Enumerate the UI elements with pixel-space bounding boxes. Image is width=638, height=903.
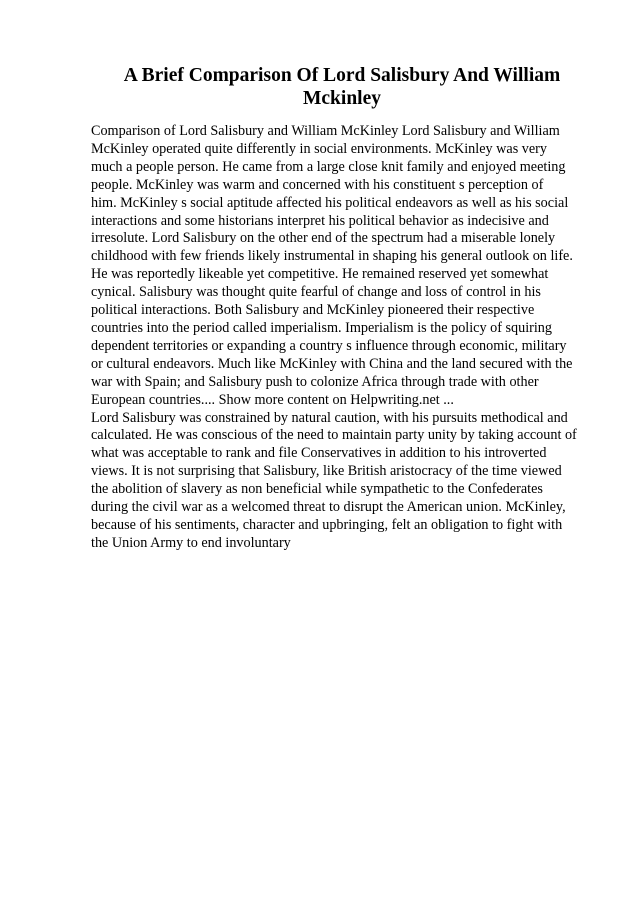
body-line: European countries.... Show more content on Helpwriting.net ...	[91, 391, 454, 408]
body-line: the abolition of slavery as non beneficial while sympathetic to the Confederates	[91, 481, 543, 498]
body-line: much a people person. He came from a large close knit family and enjoyed meeting	[91, 158, 566, 175]
body-line: war with Spain; and Salisbury push to colonize Africa through trade with other	[91, 373, 539, 390]
body-line: calculated. He was conscious of the need to maintain party unity by taking account of	[91, 427, 577, 444]
body-line: cynical. Salisbury was thought quite fearful of change and loss of control in his	[91, 284, 541, 301]
body-line: the Union Army to end involuntary	[91, 534, 291, 551]
body-line: during the civil war as a welcomed threat to disrupt the American union. McKinley,	[91, 499, 566, 516]
body-line: or cultural endeavors. Much like McKinley with China and the land secured with the	[91, 355, 573, 372]
body-line: political interactions. Both Salisbury and McKinley pioneered their respective	[91, 302, 535, 319]
body-line: Lord Salisbury was constrained by natural caution, with his pursuits methodical and	[91, 409, 568, 426]
body-line: He was reportedly likeable yet competitive. He remained reserved yet somewhat	[91, 266, 549, 283]
body-line: McKinley operated quite differently in social environments. McKinley was very	[91, 140, 547, 157]
body-line: views. It is not surprising that Salisbury, like British aristocracy of the time viewed	[91, 463, 562, 480]
body-line: childhood with few friends likely instrumental in shaping his general outlook on life.	[91, 248, 573, 265]
body-line: Comparison of Lord Salisbury and William McKinley Lord Salisbury and William	[91, 123, 560, 139]
body-line: him. McKinley s social aptitude affected his political endeavors as well as his social	[91, 194, 569, 211]
body-line: people. McKinley was warm and concerned with his constituent s perception of	[91, 176, 544, 193]
body-line: countries into the period called imperialism. Imperialism is the policy of squiring	[91, 319, 552, 336]
title-line: A Brief Comparison Of Lord Salisbury And William	[123, 65, 561, 86]
body-line: interactions and some historians interpret his political behavior as indecisive and	[91, 212, 549, 229]
body-line: irresolute. Lord Salisbury on the other end of the spectrum had a miserable lonely	[91, 230, 556, 247]
title-line: Mckinley	[303, 88, 381, 109]
body-line: dependent territories or expanding a country s influence through economic, military	[91, 337, 567, 354]
document-body	[91, 123, 601, 553]
body-line: because of his sentiments, character and upbringing, felt an obligation to fight with	[91, 516, 563, 533]
document-title	[90, 64, 594, 110]
body-line: what was acceptable to rank and file Conservatives in addition to his introverted	[91, 445, 547, 462]
